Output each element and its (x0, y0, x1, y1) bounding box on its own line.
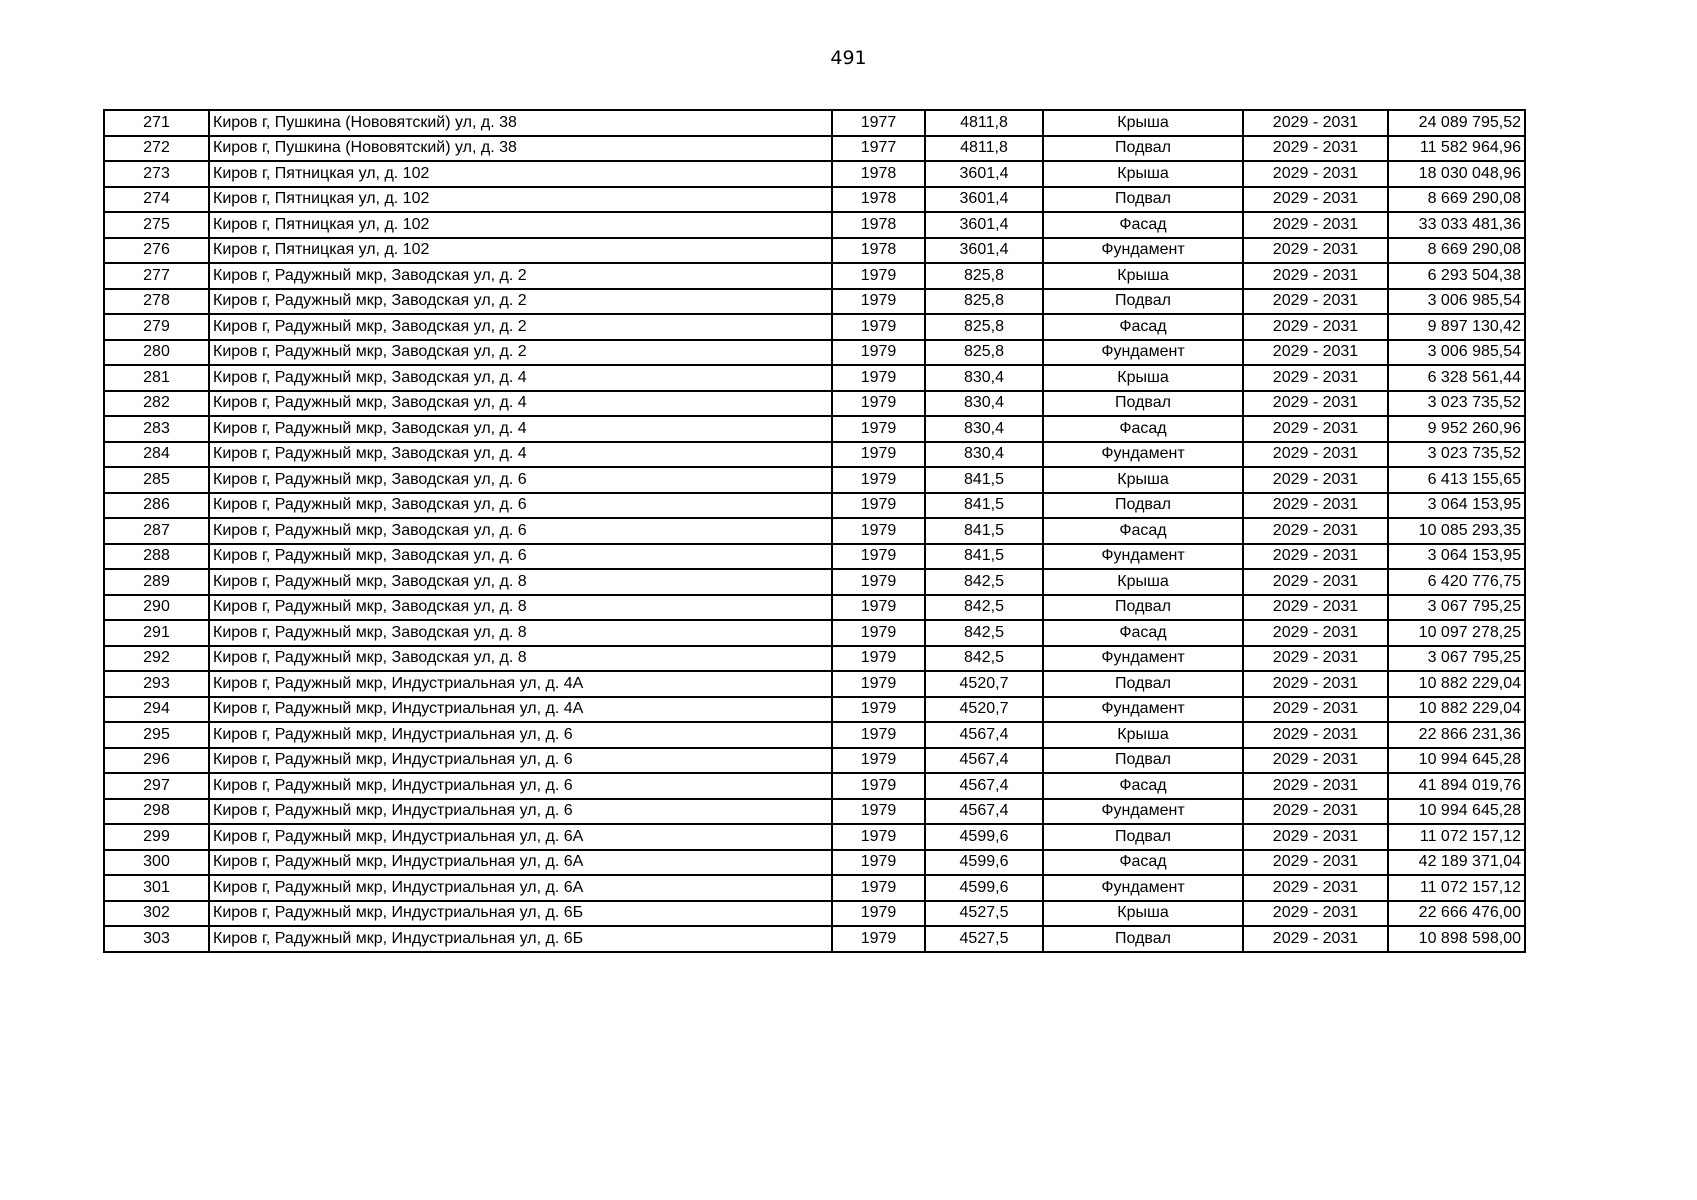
work-type-cell: Подвал (1043, 289, 1243, 315)
table-row (104, 161, 1525, 187)
address-cell: Киров г, Радужный мкр, Заводская ул, д. 8 (209, 646, 832, 672)
row-number-cell: 291 (104, 620, 209, 646)
period-cell: 2029 - 2031 (1243, 518, 1388, 544)
work-type-cell: Подвал (1043, 187, 1243, 213)
area-cell: 842,5 (925, 646, 1043, 672)
address-cell: Киров г, Радужный мкр, Заводская ул, д. 8 (209, 595, 832, 621)
area-cell: 830,4 (925, 391, 1043, 417)
work-type-cell: Крыша (1043, 110, 1243, 136)
area-cell: 4567,4 (925, 773, 1043, 799)
address-cell: Киров г, Радужный мкр, Индустриальная ул, д. 4А (209, 697, 832, 723)
table-row (104, 569, 1525, 595)
table-row (104, 467, 1525, 493)
address-cell: Киров г, Пятницкая ул, д. 102 (209, 212, 832, 238)
cost-cell: 3 064 153,95 (1388, 544, 1525, 570)
period-cell: 2029 - 2031 (1243, 901, 1388, 927)
cost-cell: 10 882 229,04 (1388, 697, 1525, 723)
row-number-cell: 293 (104, 671, 209, 697)
period-cell: 2029 - 2031 (1243, 314, 1388, 340)
address-cell: Киров г, Радужный мкр, Заводская ул, д. 2 (209, 289, 832, 315)
page-number: 491 (830, 47, 867, 69)
cost-cell: 10 898 598,00 (1388, 926, 1525, 952)
period-cell: 2029 - 2031 (1243, 136, 1388, 162)
address-cell: Киров г, Радужный мкр, Заводская ул, д. 8 (209, 569, 832, 595)
row-number-cell: 292 (104, 646, 209, 672)
year-built-cell: 1979 (832, 314, 925, 340)
cost-cell: 11 072 157,12 (1388, 824, 1525, 850)
cost-cell: 33 033 481,36 (1388, 212, 1525, 238)
table-row (104, 722, 1525, 748)
row-number-cell: 277 (104, 263, 209, 289)
row-number-cell: 271 (104, 110, 209, 136)
cost-cell: 11 072 157,12 (1388, 875, 1525, 901)
year-built-cell: 1978 (832, 212, 925, 238)
cost-cell: 10 994 645,28 (1388, 748, 1525, 774)
cost-cell: 8 669 290,08 (1388, 187, 1525, 213)
year-built-cell: 1979 (832, 671, 925, 697)
work-type-cell: Фундамент (1043, 238, 1243, 264)
address-cell: Киров г, Пятницкая ул, д. 102 (209, 238, 832, 264)
cost-cell: 3 006 985,54 (1388, 289, 1525, 315)
area-cell: 825,8 (925, 263, 1043, 289)
table-row (104, 901, 1525, 927)
year-built-cell: 1979 (832, 289, 925, 315)
table-row (104, 620, 1525, 646)
area-cell: 4599,6 (925, 875, 1043, 901)
area-cell: 842,5 (925, 569, 1043, 595)
address-cell: Киров г, Радужный мкр, Заводская ул, д. 6 (209, 493, 832, 519)
area-cell: 830,4 (925, 416, 1043, 442)
year-built-cell: 1979 (832, 875, 925, 901)
table-row (104, 289, 1525, 315)
area-cell: 841,5 (925, 544, 1043, 570)
address-cell: Киров г, Пятницкая ул, д. 102 (209, 161, 832, 187)
area-cell: 3601,4 (925, 212, 1043, 238)
year-built-cell: 1979 (832, 773, 925, 799)
area-cell: 3601,4 (925, 161, 1043, 187)
work-type-cell: Подвал (1043, 926, 1243, 952)
address-cell: Киров г, Радужный мкр, Индустриальная ул, д. 6 (209, 722, 832, 748)
cost-cell: 24 089 795,52 (1388, 110, 1525, 136)
address-cell: Киров г, Радужный мкр, Индустриальная ул, д. 6 (209, 799, 832, 825)
period-cell: 2029 - 2031 (1243, 620, 1388, 646)
year-built-cell: 1979 (832, 544, 925, 570)
cost-cell: 3 064 153,95 (1388, 493, 1525, 519)
address-cell: Киров г, Радужный мкр, Индустриальная ул, д. 6Б (209, 901, 832, 927)
row-number-cell: 278 (104, 289, 209, 315)
cost-cell: 6 420 776,75 (1388, 569, 1525, 595)
area-cell: 4599,6 (925, 824, 1043, 850)
work-type-cell: Фасад (1043, 850, 1243, 876)
period-cell: 2029 - 2031 (1243, 493, 1388, 519)
period-cell: 2029 - 2031 (1243, 595, 1388, 621)
area-cell: 4520,7 (925, 697, 1043, 723)
address-cell: Киров г, Радужный мкр, Заводская ул, д. 2 (209, 263, 832, 289)
row-number-cell: 300 (104, 850, 209, 876)
area-cell: 3601,4 (925, 187, 1043, 213)
row-number-cell: 296 (104, 748, 209, 774)
work-type-cell: Фундамент (1043, 544, 1243, 570)
work-type-cell: Фундамент (1043, 340, 1243, 366)
area-cell: 4567,4 (925, 748, 1043, 774)
cost-cell: 11 582 964,96 (1388, 136, 1525, 162)
area-cell: 3601,4 (925, 238, 1043, 264)
table-row (104, 646, 1525, 672)
year-built-cell: 1979 (832, 595, 925, 621)
year-built-cell: 1978 (832, 161, 925, 187)
address-cell: Киров г, Радужный мкр, Заводская ул, д. 2 (209, 314, 832, 340)
period-cell: 2029 - 2031 (1243, 799, 1388, 825)
area-cell: 830,4 (925, 365, 1043, 391)
period-cell: 2029 - 2031 (1243, 187, 1388, 213)
address-cell: Киров г, Радужный мкр, Заводская ул, д. 4 (209, 391, 832, 417)
area-cell: 825,8 (925, 314, 1043, 340)
year-built-cell: 1978 (832, 238, 925, 264)
row-number-cell: 286 (104, 493, 209, 519)
area-cell: 841,5 (925, 467, 1043, 493)
address-cell: Киров г, Радужный мкр, Заводская ул, д. 4 (209, 365, 832, 391)
cost-cell: 3 067 795,25 (1388, 646, 1525, 672)
cost-cell: 6 293 504,38 (1388, 263, 1525, 289)
table-row (104, 187, 1525, 213)
year-built-cell: 1979 (832, 926, 925, 952)
address-cell: Киров г, Пятницкая ул, д. 102 (209, 187, 832, 213)
table-row (104, 799, 1525, 825)
period-cell: 2029 - 2031 (1243, 773, 1388, 799)
row-number-cell: 273 (104, 161, 209, 187)
cost-cell: 41 894 019,76 (1388, 773, 1525, 799)
year-built-cell: 1979 (832, 493, 925, 519)
table-row (104, 493, 1525, 519)
address-cell: Киров г, Радужный мкр, Индустриальная ул, д. 6 (209, 773, 832, 799)
row-number-cell: 284 (104, 442, 209, 468)
area-cell: 841,5 (925, 493, 1043, 519)
cost-cell: 18 030 048,96 (1388, 161, 1525, 187)
cost-cell: 42 189 371,04 (1388, 850, 1525, 876)
year-built-cell: 1978 (832, 187, 925, 213)
period-cell: 2029 - 2031 (1243, 646, 1388, 672)
period-cell: 2029 - 2031 (1243, 110, 1388, 136)
year-built-cell: 1979 (832, 646, 925, 672)
cost-cell: 10 097 278,25 (1388, 620, 1525, 646)
address-cell: Киров г, Пушкина (Нововятский) ул, д. 38 (209, 136, 832, 162)
address-cell: Киров г, Радужный мкр, Индустриальная ул, д. 6А (209, 850, 832, 876)
period-cell: 2029 - 2031 (1243, 212, 1388, 238)
year-built-cell: 1977 (832, 110, 925, 136)
year-built-cell: 1979 (832, 442, 925, 468)
work-type-cell: Крыша (1043, 569, 1243, 595)
table-row (104, 544, 1525, 570)
work-type-cell: Крыша (1043, 467, 1243, 493)
year-built-cell: 1979 (832, 391, 925, 417)
row-number-cell: 281 (104, 365, 209, 391)
area-cell: 4527,5 (925, 926, 1043, 952)
period-cell: 2029 - 2031 (1243, 926, 1388, 952)
address-cell: Киров г, Радужный мкр, Заводская ул, д. 6 (209, 467, 832, 493)
address-cell: Киров г, Радужный мкр, Заводская ул, д. 4 (209, 416, 832, 442)
year-built-cell: 1979 (832, 467, 925, 493)
period-cell: 2029 - 2031 (1243, 467, 1388, 493)
row-number-cell: 272 (104, 136, 209, 162)
area-cell: 4811,8 (925, 110, 1043, 136)
work-type-cell: Крыша (1043, 901, 1243, 927)
address-cell: Киров г, Радужный мкр, Индустриальная ул, д. 6А (209, 875, 832, 901)
area-cell: 830,4 (925, 442, 1043, 468)
table-row (104, 595, 1525, 621)
work-type-cell: Фундамент (1043, 875, 1243, 901)
address-cell: Киров г, Радужный мкр, Индустриальная ул, д. 6А (209, 824, 832, 850)
cost-cell: 9 952 260,96 (1388, 416, 1525, 442)
period-cell: 2029 - 2031 (1243, 722, 1388, 748)
row-number-cell: 298 (104, 799, 209, 825)
work-type-cell: Подвал (1043, 595, 1243, 621)
row-number-cell: 279 (104, 314, 209, 340)
period-cell: 2029 - 2031 (1243, 340, 1388, 366)
work-type-cell: Крыша (1043, 722, 1243, 748)
work-type-cell: Фундамент (1043, 646, 1243, 672)
period-cell: 2029 - 2031 (1243, 824, 1388, 850)
period-cell: 2029 - 2031 (1243, 850, 1388, 876)
cost-cell: 3 023 735,52 (1388, 391, 1525, 417)
table-row (104, 416, 1525, 442)
cost-cell: 22 866 231,36 (1388, 722, 1525, 748)
table-row (104, 824, 1525, 850)
period-cell: 2029 - 2031 (1243, 569, 1388, 595)
address-cell: Киров г, Радужный мкр, Заводская ул, д. 2 (209, 340, 832, 366)
cost-cell: 3 067 795,25 (1388, 595, 1525, 621)
work-type-cell: Подвал (1043, 671, 1243, 697)
row-number-cell: 289 (104, 569, 209, 595)
work-type-cell: Подвал (1043, 391, 1243, 417)
area-cell: 4599,6 (925, 850, 1043, 876)
table-row (104, 365, 1525, 391)
row-number-cell: 303 (104, 926, 209, 952)
work-type-cell: Фасад (1043, 416, 1243, 442)
table-row (104, 314, 1525, 340)
area-cell: 825,8 (925, 340, 1043, 366)
area-cell: 825,8 (925, 289, 1043, 315)
row-number-cell: 282 (104, 391, 209, 417)
area-cell: 4527,5 (925, 901, 1043, 927)
table-row (104, 697, 1525, 723)
cost-cell: 10 085 293,35 (1388, 518, 1525, 544)
work-type-cell: Фасад (1043, 518, 1243, 544)
table-row (104, 238, 1525, 264)
period-cell: 2029 - 2031 (1243, 416, 1388, 442)
row-number-cell: 295 (104, 722, 209, 748)
work-type-cell: Фундамент (1043, 442, 1243, 468)
table-row (104, 518, 1525, 544)
cost-cell: 6 328 561,44 (1388, 365, 1525, 391)
year-built-cell: 1979 (832, 620, 925, 646)
address-cell: Киров г, Радужный мкр, Индустриальная ул, д. 6 (209, 748, 832, 774)
address-cell: Киров г, Радужный мкр, Заводская ул, д. 8 (209, 620, 832, 646)
address-cell: Киров г, Радужный мкр, Заводская ул, д. 6 (209, 518, 832, 544)
period-cell: 2029 - 2031 (1243, 671, 1388, 697)
cost-cell: 22 666 476,00 (1388, 901, 1525, 927)
year-built-cell: 1979 (832, 263, 925, 289)
row-number-cell: 287 (104, 518, 209, 544)
period-cell: 2029 - 2031 (1243, 442, 1388, 468)
table-row (104, 875, 1525, 901)
table-row (104, 748, 1525, 774)
row-number-cell: 288 (104, 544, 209, 570)
period-cell: 2029 - 2031 (1243, 875, 1388, 901)
year-built-cell: 1979 (832, 748, 925, 774)
table-row (104, 212, 1525, 238)
row-number-cell: 280 (104, 340, 209, 366)
period-cell: 2029 - 2031 (1243, 748, 1388, 774)
work-type-cell: Фасад (1043, 212, 1243, 238)
period-cell: 2029 - 2031 (1243, 697, 1388, 723)
work-type-cell: Подвал (1043, 824, 1243, 850)
table-row (104, 391, 1525, 417)
row-number-cell: 299 (104, 824, 209, 850)
repair-schedule-table (103, 109, 1526, 953)
work-type-cell: Фасад (1043, 620, 1243, 646)
year-built-cell: 1979 (832, 697, 925, 723)
work-type-cell: Крыша (1043, 161, 1243, 187)
area-cell: 4567,4 (925, 722, 1043, 748)
year-built-cell: 1979 (832, 901, 925, 927)
cost-cell: 3 023 735,52 (1388, 442, 1525, 468)
area-cell: 842,5 (925, 620, 1043, 646)
row-number-cell: 276 (104, 238, 209, 264)
cost-cell: 6 413 155,65 (1388, 467, 1525, 493)
work-type-cell: Подвал (1043, 748, 1243, 774)
row-number-cell: 275 (104, 212, 209, 238)
row-number-cell: 302 (104, 901, 209, 927)
row-number-cell: 301 (104, 875, 209, 901)
work-type-cell: Крыша (1043, 263, 1243, 289)
address-cell: Киров г, Радужный мкр, Индустриальная ул, д. 4А (209, 671, 832, 697)
year-built-cell: 1979 (832, 569, 925, 595)
cost-cell: 9 897 130,42 (1388, 314, 1525, 340)
period-cell: 2029 - 2031 (1243, 161, 1388, 187)
area-cell: 4520,7 (925, 671, 1043, 697)
work-type-cell: Фундамент (1043, 799, 1243, 825)
area-cell: 842,5 (925, 595, 1043, 621)
cost-cell: 10 882 229,04 (1388, 671, 1525, 697)
year-built-cell: 1979 (832, 799, 925, 825)
table-row (104, 263, 1525, 289)
work-type-cell: Фасад (1043, 773, 1243, 799)
table-row (104, 850, 1525, 876)
repair-schedule-table-wrap (103, 109, 1524, 953)
work-type-cell: Фасад (1043, 314, 1243, 340)
year-built-cell: 1979 (832, 340, 925, 366)
table-row (104, 110, 1525, 136)
table-row (104, 340, 1525, 366)
row-number-cell: 283 (104, 416, 209, 442)
year-built-cell: 1979 (832, 518, 925, 544)
year-built-cell: 1979 (832, 824, 925, 850)
row-number-cell: 285 (104, 467, 209, 493)
row-number-cell: 290 (104, 595, 209, 621)
table-row (104, 926, 1525, 952)
work-type-cell: Подвал (1043, 136, 1243, 162)
address-cell: Киров г, Радужный мкр, Заводская ул, д. 6 (209, 544, 832, 570)
year-built-cell: 1977 (832, 136, 925, 162)
row-number-cell: 274 (104, 187, 209, 213)
cost-cell: 3 006 985,54 (1388, 340, 1525, 366)
table-row (104, 671, 1525, 697)
cost-cell: 8 669 290,08 (1388, 238, 1525, 264)
area-cell: 4567,4 (925, 799, 1043, 825)
address-cell: Киров г, Пушкина (Нововятский) ул, д. 38 (209, 110, 832, 136)
row-number-cell: 297 (104, 773, 209, 799)
table-row (104, 136, 1525, 162)
work-type-cell: Крыша (1043, 365, 1243, 391)
period-cell: 2029 - 2031 (1243, 238, 1388, 264)
period-cell: 2029 - 2031 (1243, 544, 1388, 570)
row-number-cell: 294 (104, 697, 209, 723)
work-type-cell: Подвал (1043, 493, 1243, 519)
address-cell: Киров г, Радужный мкр, Индустриальная ул, д. 6Б (209, 926, 832, 952)
year-built-cell: 1979 (832, 722, 925, 748)
year-built-cell: 1979 (832, 365, 925, 391)
cost-cell: 10 994 645,28 (1388, 799, 1525, 825)
area-cell: 841,5 (925, 518, 1043, 544)
area-cell: 4811,8 (925, 136, 1043, 162)
table-row (104, 442, 1525, 468)
period-cell: 2029 - 2031 (1243, 289, 1388, 315)
year-built-cell: 1979 (832, 850, 925, 876)
table-row (104, 773, 1525, 799)
period-cell: 2029 - 2031 (1243, 263, 1388, 289)
period-cell: 2029 - 2031 (1243, 365, 1388, 391)
work-type-cell: Фундамент (1043, 697, 1243, 723)
year-built-cell: 1979 (832, 416, 925, 442)
address-cell: Киров г, Радужный мкр, Заводская ул, д. 4 (209, 442, 832, 468)
period-cell: 2029 - 2031 (1243, 391, 1388, 417)
table-body (104, 110, 1525, 952)
